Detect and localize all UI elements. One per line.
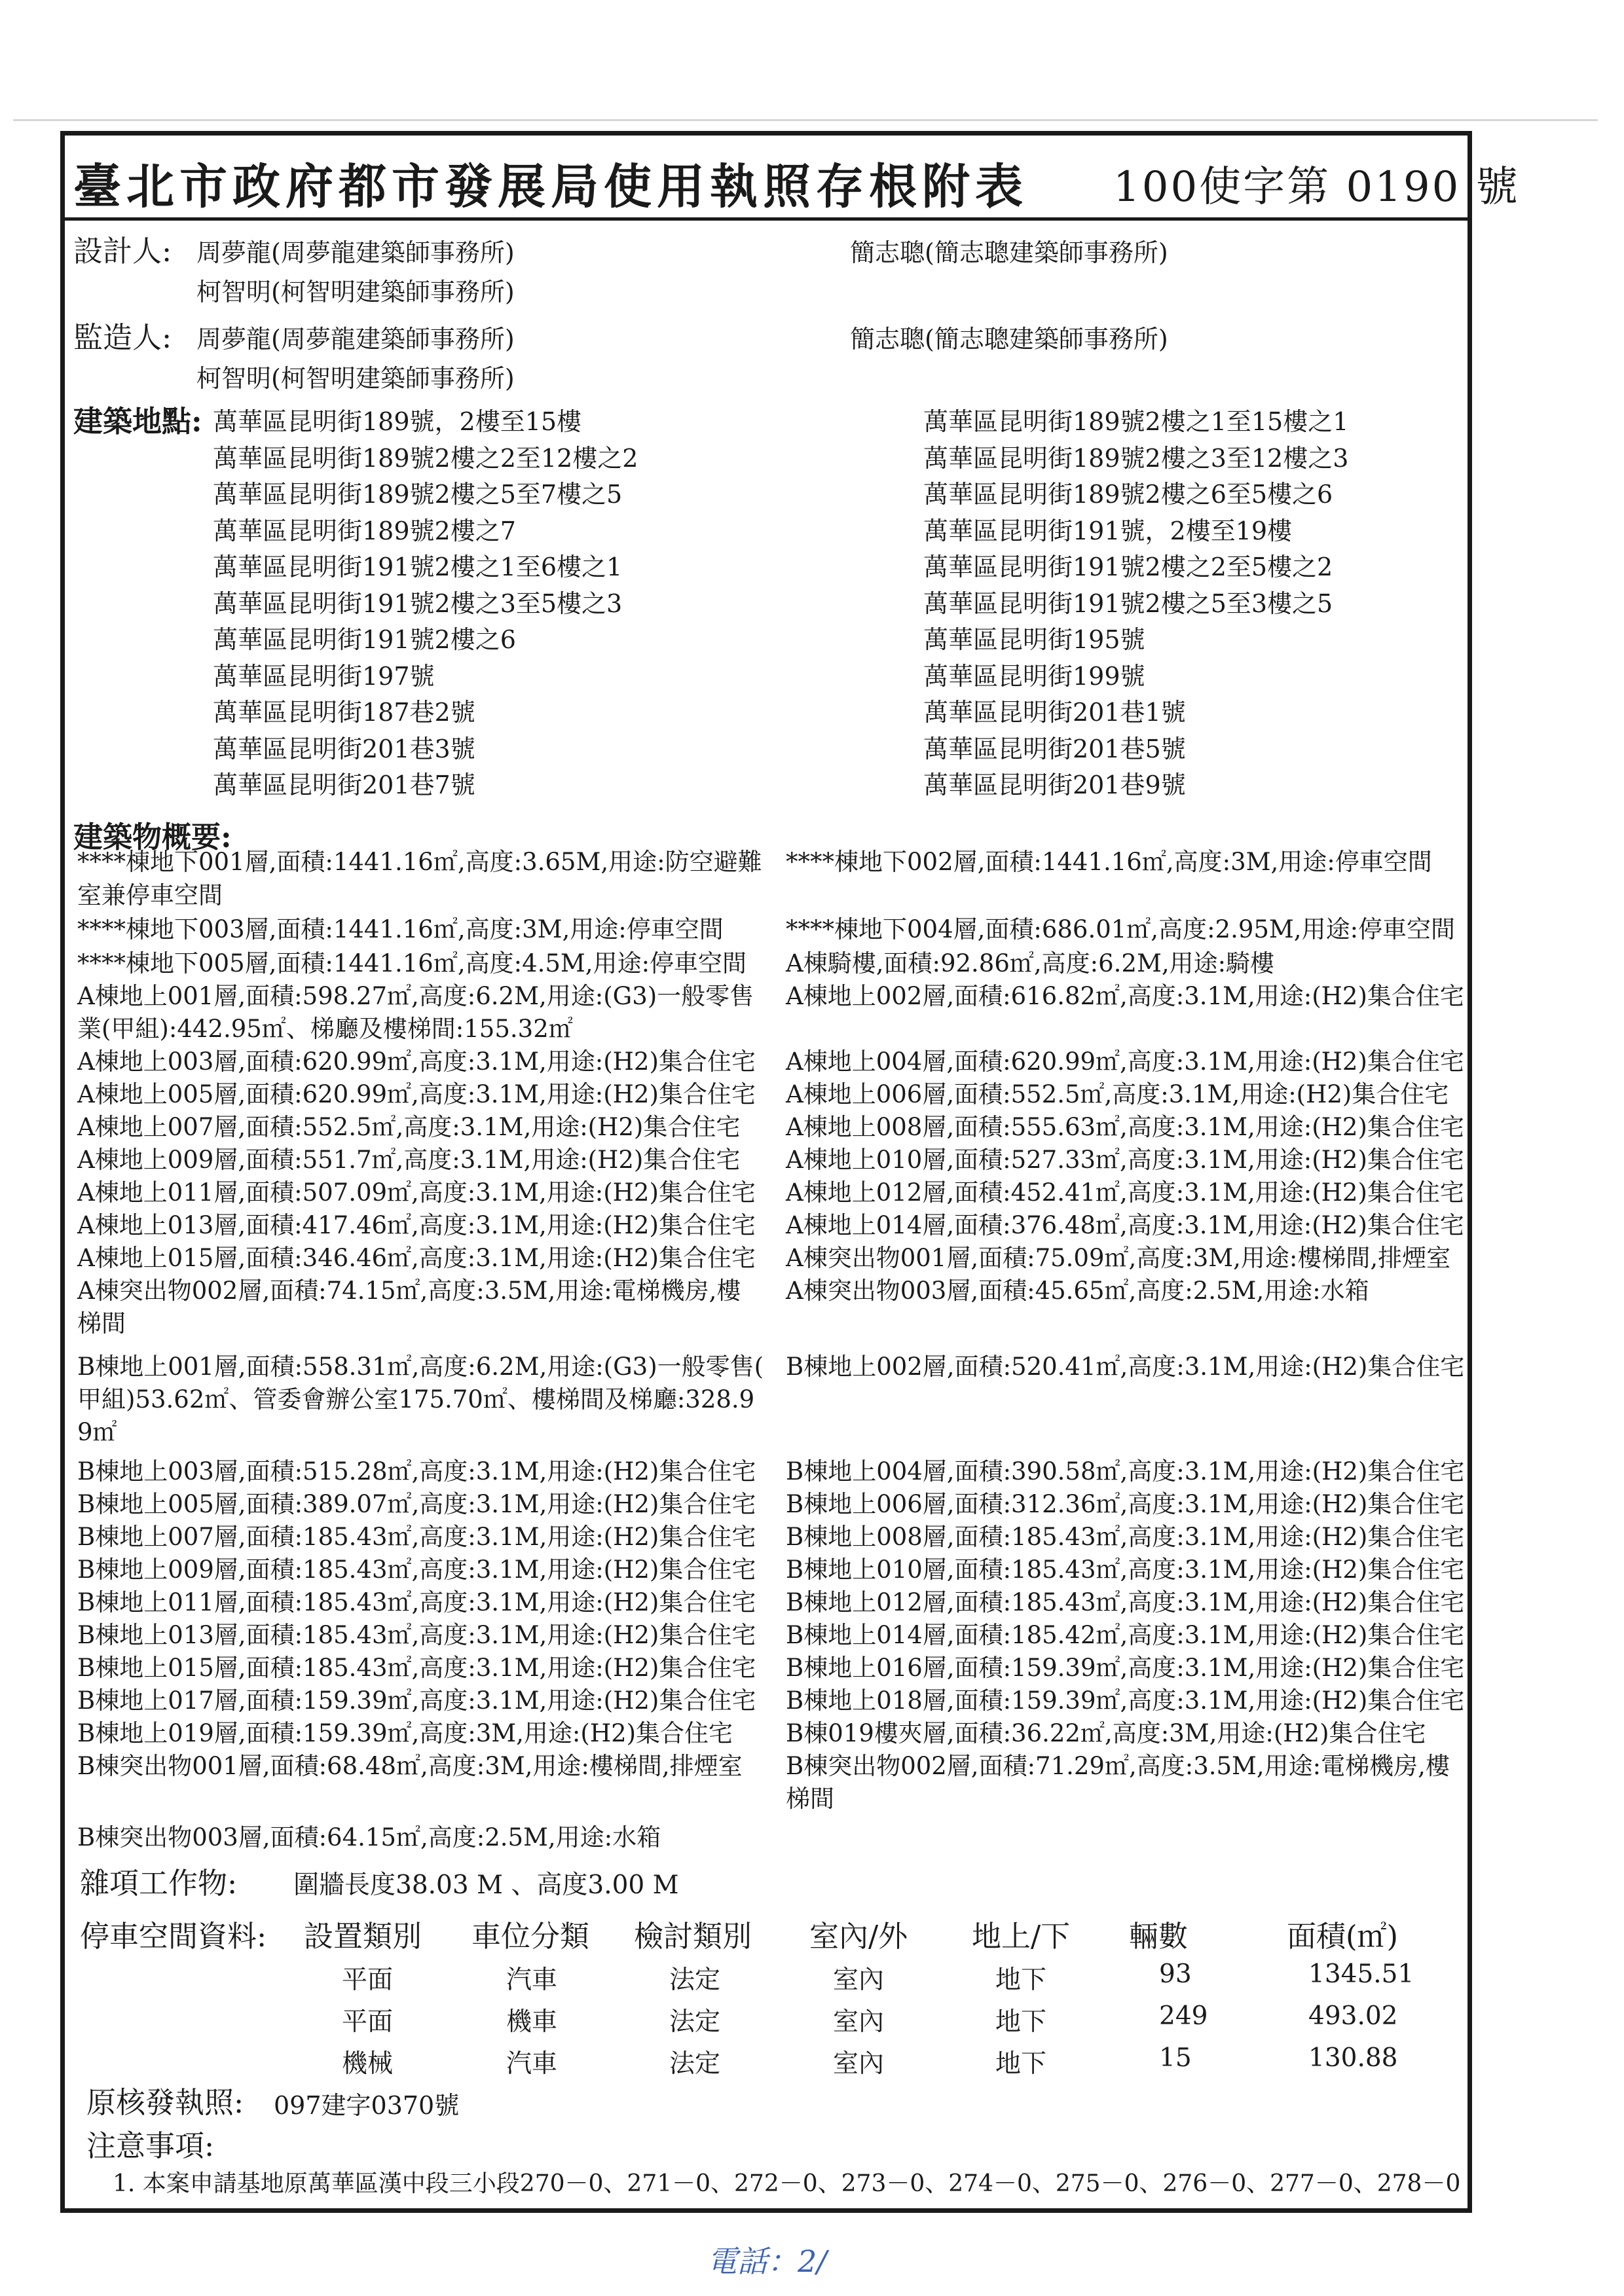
overview-line: B棟地上016層,面積:159.39㎡,高度:3.1M,用途:(H2)集合住宅 (786, 1654, 1465, 1682)
text-line: 萬華區昆明街197號 (213, 661, 435, 691)
overview-line: A棟地上015層,面積:346.46㎡,高度:3.1M,用途:(H2)集合住宅 (77, 1244, 756, 1272)
overview-line: B棟地上012層,面積:185.43㎡,高度:3.1M,用途:(H2)集合住宅 (786, 1588, 1465, 1616)
overview-line: A棟地上010層,面積:527.33㎡,高度:3.1M,用途:(H2)集合住宅 (786, 1146, 1464, 1174)
designer-name: 簡志聰(簡志聰建築師事務所) (850, 238, 1168, 267)
text-line: 萬華區昆明街191號2樓之2至5樓之2 (923, 553, 1333, 581)
designer-label: 設計人: (73, 234, 172, 268)
parking-cell: 機械 (342, 2049, 394, 2079)
overview-line: B棟地上002層,面積:520.41㎡,高度:3.1M,用途:(H2)集合住宅 (786, 1353, 1465, 1381)
overview-line: 9㎡ (77, 1418, 117, 1446)
note-item: 1. 本案申請基地原萬華區漢中段三小段270－0、271－0、272－0、273－0、274－0、275－0、276－0、277－0、278－0 (113, 2170, 1461, 2197)
notes-label: 注意事項: (86, 2128, 215, 2163)
overview-line: B棟地上018層,面積:159.39㎡,高度:3.1M,用途:(H2)集合住宅 (786, 1686, 1465, 1715)
text-line: 萬華區昆明街189號，2樓至15樓 (213, 407, 582, 436)
overview-line: B棟地上003層,面積:515.28㎡,高度:3.1M,用途:(H2)集合住宅 (77, 1457, 756, 1485)
overview-line: A棟地上002層,面積:616.82㎡,高度:3.1M,用途:(H2)集合住宅 (786, 982, 1464, 1010)
handwritten-phone-stamp: 電話：2/ (707, 2244, 827, 2279)
parking-cell: 室內 (833, 2007, 885, 2037)
supervisor-name: 周夢龍(周夢龍建築師事務所) (196, 325, 515, 354)
overview-line: A棟地上012層,面積:452.41㎡,高度:3.1M,用途:(H2)集合住宅 (786, 1178, 1464, 1207)
supervisor-name: 簡志聰(簡志聰建築師事務所) (850, 325, 1168, 354)
overview-line: 梯間 (786, 1785, 834, 1813)
parking-cell: 130.88 (1308, 2043, 1398, 2073)
parking-cell: 地下 (995, 1965, 1047, 1995)
overview-line: A棟地上001層,面積:598.27㎡,高度:6.2M,用途:(G3)一般零售 (77, 982, 754, 1010)
overview-line: B棟地上015層,面積:185.43㎡,高度:3.1M,用途:(H2)集合住宅 (77, 1654, 756, 1682)
misc-works-label: 雜項工作物: (80, 1866, 238, 1901)
parking-cell: 室內 (833, 1965, 885, 1995)
permit-number: 100使字第 0190 號 (1113, 163, 1520, 211)
parking-cell: 機車 (506, 2007, 558, 2037)
overview-line: B棟地上017層,面積:159.39㎡,高度:3.1M,用途:(H2)集合住宅 (77, 1686, 756, 1715)
overview-line: A棟突出物003層,面積:45.65㎡,高度:2.5M,用途:水箱 (786, 1277, 1369, 1305)
overview-line: 室兼停車空間 (77, 881, 223, 909)
overview-line: B棟突出物003層,面積:64.15㎡,高度:2.5M,用途:水箱 (77, 1823, 661, 1851)
text-line: 萬華區昆明街191號2樓之5至3樓之5 (923, 589, 1333, 618)
overview-line: A棟地上003層,面積:620.99㎡,高度:3.1M,用途:(H2)集合住宅 (77, 1048, 756, 1076)
overview-line: ****棟地下004層,面積:686.01㎡,高度:2.95M,用途:停車空間 (786, 915, 1456, 943)
overview-line: B棟019樓夾層,面積:36.22㎡,高度:3M,用途:(H2)集合住宅 (786, 1719, 1426, 1747)
text-line: 萬華區昆明街189號2樓之2至12樓之2 (213, 443, 638, 473)
designer-name: 柯智明(柯智明建築師事務所) (196, 278, 515, 306)
parking-cell: 法定 (669, 2049, 721, 2079)
overview-line: B棟地上011層,面積:185.43㎡,高度:3.1M,用途:(H2)集合住宅 (77, 1588, 756, 1616)
overview-line: B棟地上009層,面積:185.43㎡,高度:3.1M,用途:(H2)集合住宅 (77, 1556, 756, 1584)
parking-cell: 地下 (995, 2049, 1047, 2079)
overview-line: ****棟地下001層,面積:1441.16㎡,高度:3.65M,用途:防空避難 (77, 848, 762, 876)
overview-line: 梯間 (77, 1309, 126, 1338)
text-line: 萬華區昆明街187巷2號 (213, 698, 475, 727)
overview-line: B棟地上004層,面積:390.58㎡,高度:3.1M,用途:(H2)集合住宅 (786, 1457, 1465, 1485)
overview-line: B棟地上006層,面積:312.36㎡,高度:3.1M,用途:(H2)集合住宅 (786, 1490, 1465, 1518)
parking-cell: 15 (1159, 2043, 1192, 2073)
parking-cell: 平面 (342, 1965, 394, 1995)
parking-label: 停車空間資料: (80, 1919, 267, 1954)
text-line: 萬華區昆明街201巷1號 (923, 698, 1186, 727)
parking-header: 檢討類別 (634, 1919, 752, 1954)
parking-header: 面積(㎡) (1287, 1919, 1399, 1954)
text-line: 萬華區昆明街189號2樓之7 (213, 516, 516, 545)
overview-line: ****棟地下005層,面積:1441.16㎡,高度:4.5M,用途:停車空間 (77, 949, 747, 977)
supervisor-label: 監造人: (73, 320, 172, 355)
overview-line: A棟突出物002層,面積:74.15㎡,高度:3.5M,用途:電梯機房,樓 (77, 1277, 741, 1305)
overview-line: A棟騎樓,面積:92.86㎡,高度:6.2M,用途:騎樓 (786, 949, 1275, 977)
scan-edge-line (13, 119, 1598, 121)
overview-line: A棟地上014層,面積:376.48㎡,高度:3.1M,用途:(H2)集合住宅 (786, 1211, 1464, 1239)
overview-line: ****棟地下003層,面積:1441.16㎡,高度:3M,用途:停車空間 (77, 915, 724, 943)
overview-line: A棟地上011層,面積:507.09㎡,高度:3.1M,用途:(H2)集合住宅 (77, 1178, 756, 1207)
parking-header: 地上/下 (972, 1919, 1071, 1954)
overview-line: A棟地上008層,面積:555.63㎡,高度:3.1M,用途:(H2)集合住宅 (786, 1113, 1464, 1141)
overview-line: B棟突出物001層,面積:68.48㎡,高度:3M,用途:樓梯間,排煙室 (77, 1752, 743, 1780)
overview-label: 建築物概要: (73, 820, 232, 854)
original-permit-label: 原核發執照: (86, 2085, 244, 2120)
parking-cell: 249 (1159, 2001, 1208, 2031)
parking-cell: 平面 (342, 2007, 394, 2037)
text-line: 萬華區昆明街201巷7號 (213, 771, 475, 799)
overview-line: B棟地上008層,面積:185.43㎡,高度:3.1M,用途:(H2)集合住宅 (786, 1523, 1465, 1551)
text-line: 萬華區昆明街201巷5號 (923, 734, 1186, 763)
parking-cell: 地下 (995, 2007, 1047, 2037)
overview-line: A棟地上007層,面積:552.5㎡,高度:3.1M,用途:(H2)集合住宅 (77, 1113, 741, 1141)
parking-cell: 室內 (833, 2049, 885, 2079)
parking-header: 輛數 (1129, 1919, 1189, 1954)
parking-cell: 汽車 (506, 2049, 558, 2079)
text-line: 萬華區昆明街189號2樓之5至7樓之5 (213, 480, 623, 509)
overview-line: A棟地上009層,面積:551.7㎡,高度:3.1M,用途:(H2)集合住宅 (77, 1146, 741, 1174)
overview-line: B棟地上005層,面積:389.07㎡,高度:3.1M,用途:(H2)集合住宅 (77, 1490, 756, 1518)
text-line: 萬華區昆明街191號，2樓至19樓 (923, 516, 1293, 545)
parking-cell: 法定 (669, 2007, 721, 2037)
text-line: 萬華區昆明街201巷3號 (213, 734, 475, 763)
text-line: 萬華區昆明街191號2樓之3至5樓之3 (213, 589, 623, 618)
parking-cell: 法定 (669, 1965, 721, 1995)
title-divider (60, 217, 1472, 221)
text-line: 萬華區昆明街191號2樓之6 (213, 625, 516, 654)
overview-line: A棟地上005層,面積:620.99㎡,高度:3.1M,用途:(H2)集合住宅 (77, 1080, 756, 1108)
misc-works-value: 圍牆長度38.03 M 、高度3.00 M (293, 1870, 679, 1900)
overview-line: 業(甲組):442.95㎡、梯廳及樓梯間:155.32㎡ (77, 1015, 573, 1043)
parking-cell: 汽車 (506, 1965, 558, 1995)
overview-line: B棟地上007層,面積:185.43㎡,高度:3.1M,用途:(H2)集合住宅 (77, 1523, 756, 1551)
overview-line: B棟突出物002層,面積:71.29㎡,高度:3.5M,用途:電梯機房,樓 (786, 1752, 1450, 1780)
original-permit-value: 097建字0370號 (274, 2091, 460, 2120)
overview-line: B棟地上014層,面積:185.42㎡,高度:3.1M,用途:(H2)集合住宅 (786, 1621, 1465, 1649)
site-label: 建築地點: (73, 404, 202, 439)
overview-line: A棟地上013層,面積:417.46㎡,高度:3.1M,用途:(H2)集合住宅 (77, 1211, 756, 1239)
overview-line: 甲組)53.62㎡、管委會辦公室175.70㎡、樓梯間及梯廳:328.9 (77, 1385, 755, 1413)
text-line: 萬華區昆明街189號2樓之1至15樓之1 (923, 407, 1349, 436)
parking-cell: 493.02 (1308, 2001, 1398, 2031)
overview-line: ****棟地下002層,面積:1441.16㎡,高度:3M,用途:停車空間 (786, 848, 1432, 876)
overview-line: B棟地上019層,面積:159.39㎡,高度:3M,用途:(H2)集合住宅 (77, 1719, 733, 1747)
text-line: 萬華區昆明街199號 (923, 661, 1145, 691)
parking-cell: 93 (1159, 1959, 1192, 1989)
overview-line: B棟地上013層,面積:185.43㎡,高度:3.1M,用途:(H2)集合住宅 (77, 1621, 756, 1649)
text-line: 萬華區昆明街191號2樓之1至6樓之1 (213, 553, 623, 581)
parking-header: 車位分類 (471, 1919, 590, 1954)
overview-line: A棟地上004層,面積:620.99㎡,高度:3.1M,用途:(H2)集合住宅 (786, 1048, 1464, 1076)
supervisor-name: 柯智明(柯智明建築師事務所) (196, 364, 515, 393)
text-line: 萬華區昆明街195號 (923, 625, 1145, 654)
overview-line: A棟突出物001層,面積:75.09㎡,高度:3M,用途:樓梯間,排煙室 (786, 1244, 1451, 1272)
text-line: 萬華區昆明街189號2樓之3至12樓之3 (923, 443, 1349, 473)
overview-line: A棟地上006層,面積:552.5㎡,高度:3.1M,用途:(H2)集合住宅 (786, 1080, 1449, 1108)
parking-header: 室內/外 (809, 1919, 908, 1954)
designer-name: 周夢龍(周夢龍建築師事務所) (196, 238, 515, 267)
text-line: 萬華區昆明街189號2樓之6至5樓之6 (923, 480, 1333, 509)
parking-header: 設置類別 (304, 1919, 422, 1954)
parking-cell: 1345.51 (1308, 1959, 1414, 1989)
overview-line: B棟地上001層,面積:558.31㎡,高度:6.2M,用途:(G3)一般零售( (77, 1353, 764, 1381)
text-line: 萬華區昆明街201巷9號 (923, 771, 1186, 799)
overview-line: B棟地上010層,面積:185.43㎡,高度:3.1M,用途:(H2)集合住宅 (786, 1556, 1465, 1584)
document-title: 臺北市政府都市發展局使用執照存根附表 (73, 158, 1028, 215)
